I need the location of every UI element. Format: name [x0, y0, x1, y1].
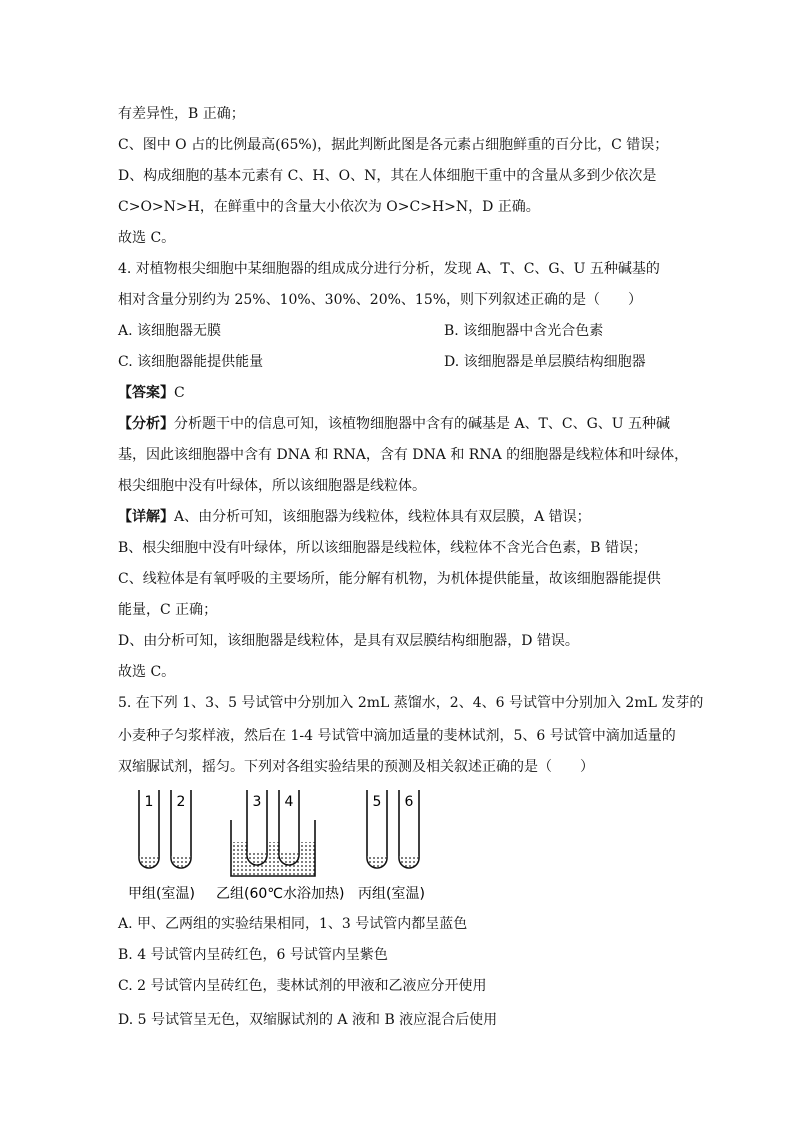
tube-label: 2 [176, 794, 186, 810]
q4-analysis-line-2: 基，因此该细胞器中含有 DNA 和 RNA，含有 DNA 和 RNA 的细胞器是线粒体和叶绿体， [118, 447, 689, 463]
answer-tag: 【答案】 [118, 385, 174, 401]
q4-analysis-line-3: 根尖细胞中没有叶绿体，所以该细胞器是线粒体。 [118, 478, 426, 494]
q4-option-d: D. 该细胞器是单层膜结构细胞器 [444, 354, 646, 370]
tube-label: 5 [372, 794, 382, 810]
q4-detail-line-5: D、由分析可知，该细胞器是线粒体，是具有双层膜结构细胞器，D 错误。 [118, 633, 579, 649]
q4-detail-line-3: C、线粒体是有氧呼吸的主要场所，能分解有机物，为机体提供能量，故该细胞器能提供 [118, 571, 661, 587]
q5-stem-line-2: 小麦种子匀浆样液，然后在 1-4 号试管中滴加适量的斐林试剂，5、6 号试管中滴加适量的 [118, 728, 676, 744]
text-line: C>O>N>H，在鲜重中的含量大小依次为 O>C>H>N，D 正确。 [118, 199, 540, 215]
text-line: 故选 C。 [118, 230, 176, 246]
tube-3 [247, 790, 267, 865]
text-line: D、构成细胞的基本元素有 C、H、O、N，其在人体细胞干重中的含量从多到少依次是 [118, 168, 657, 184]
q5-option-b: B. 4 号试管内呈砖红色，6 号试管内呈紫色 [118, 947, 388, 963]
q4-detail-line-2: B、根尖细胞中没有叶绿体，所以该细胞器是线粒体，线粒体不含光合色素，B 错误； [118, 540, 648, 556]
tube-label: 3 [252, 794, 262, 810]
q4-conclusion: 故选 C。 [118, 664, 176, 680]
q5-option-d: D. 5 号试管呈无色，双缩脲试剂的 A 液和 B 液应混合后使用 [118, 1012, 498, 1028]
q5-option-a: A. 甲、乙两组的实验结果相同，1、3 号试管内都呈蓝色 [118, 916, 468, 932]
group-b-label: 乙组(60℃水浴加热) [216, 886, 345, 902]
text-line: 有差异性，B 正确； [118, 106, 245, 122]
tube-label: 1 [144, 794, 154, 810]
tube-6 [399, 790, 419, 868]
analysis-tag: 【分析】 [118, 416, 174, 432]
q4-option-c: C. 该细胞器能提供能量 [118, 354, 264, 370]
q5-stem-line-1: 5. 在下列 1、3、5 号试管中分别加入 2mL 蒸馏水，2、4、6 号试管中分别加入 2mL 发芽的 [118, 695, 704, 711]
tube-2 [171, 790, 191, 868]
detail-text: A、由分析可知，该细胞器为线粒体，线粒体具有双层膜，A 错误； [174, 509, 591, 525]
tube-1 [139, 790, 159, 868]
q4-option-a: A. 该细胞器无膜 [118, 323, 222, 339]
tube-label: 6 [404, 794, 414, 810]
tube-4 [279, 790, 299, 865]
answer-value: C [174, 385, 185, 401]
q4-analysis-line-1 [118, 414, 670, 434]
text-line: C、图中 O 占的比例最高(65%)，据此判断此图是各元素占细胞鲜重的百分比，C 错误； [118, 137, 669, 153]
analysis-text: 分析题干中的信息可知，该植物细胞器中含有的碱基是 A、T、C、G、U 五种碱 [174, 416, 671, 432]
tube-5 [367, 790, 387, 868]
group-a-label: 甲组(室温) [128, 886, 195, 902]
q4-stem-line-2: 相对含量分别约为 25%、10%、30%、20%、15%，则下列叙述正确的是（ ） [118, 292, 643, 308]
q4-stem-line-1: 4. 对植物根尖细胞中某细胞器的组成成分进行分析，发现 A、T、C、G、U 五种碱基的 [118, 261, 660, 277]
detail-tag: 【详解】 [118, 509, 174, 525]
tube-label: 4 [284, 794, 294, 810]
q5-option-c: C. 2 号试管内呈砖红色，斐林试剂的甲液和乙液应分开使用 [118, 978, 487, 994]
group-c-label: 丙组(室温) [358, 886, 425, 902]
q4-option-b: B. 该细胞器中含光合色素 [444, 323, 604, 339]
q4-detail-line-4: 能量，C 正确； [118, 602, 218, 618]
test-tube-figure [128, 788, 448, 906]
water-bath [231, 820, 315, 876]
q4-answer [118, 383, 185, 403]
q5-stem-line-3: 双缩脲试剂，摇匀。下列对各组实验结果的预测及相关叙述正确的是（ ） [118, 759, 594, 775]
q4-detail-line-1 [118, 507, 591, 527]
